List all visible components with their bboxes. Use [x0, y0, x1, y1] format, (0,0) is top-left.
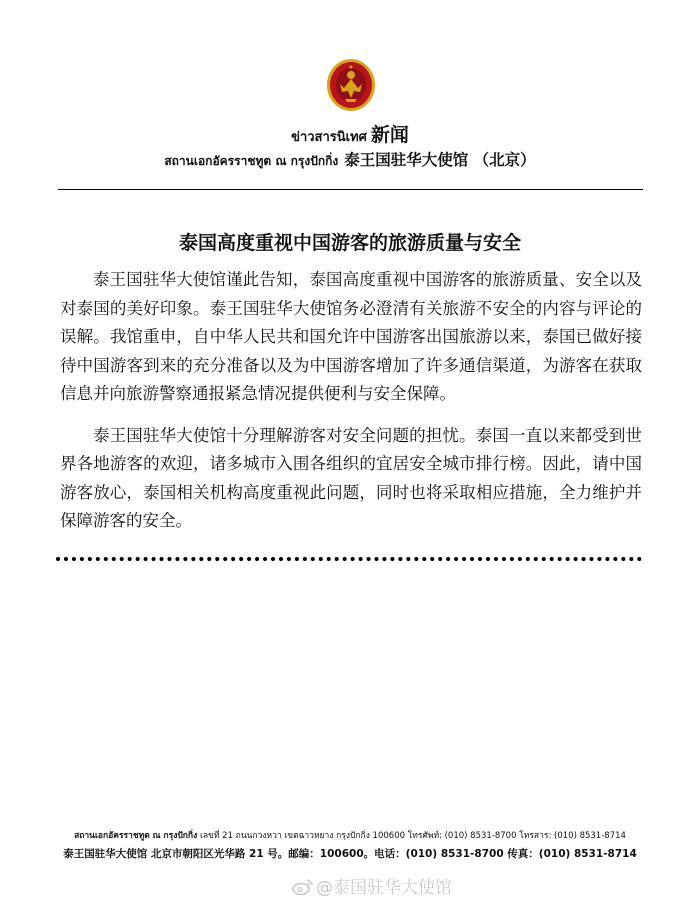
paragraph-1: 泰王国驻华大使馆谨此告知，泰国高度重视中国游客的旅游质量、安全以及对泰国的美好印象。泰王国驻华大使馆务必澄清有关旅游不安全的内容与评论的误解。我馆重申，自中华人民共和国允许中国游客出国旅游以来，泰国已做好接待中国游客到来的充分准备以及为中国游客增加了许多通信渠道，为游客在获取信息并向旅游警察通报紧急情况提供便利与安全保障。 — [60, 270, 642, 403]
weibo-icon — [292, 878, 314, 896]
embassy-name-cn: 泰王国驻华大使馆 （北京） — [344, 151, 536, 169]
watermark-text: @泰国驻华大使馆 — [316, 878, 452, 898]
dotted-divider — [56, 557, 642, 561]
embassy-seal-logo — [326, 58, 376, 112]
news-label-cn: 新闻 — [370, 124, 409, 146]
news-label — [0, 122, 700, 151]
document-title: 泰国高度重视中国游客的旅游质量与安全 — [178, 232, 521, 254]
paragraph-2: 泰王国驻华大使馆十分理解游客对安全问题的担忧。泰国一直以来都受到世界各地游客的欢迎，诸多城市入围各组织的宜居安全城市排行榜。因此，请中国游客放心，泰国相关机构高度重视此问题，同时也将采取相应措施，全力维护并保障游客的安全。 — [60, 425, 642, 530]
footer-cn-address: 泰王国驻华大使馆 北京市朝阳区光华路 21 号。邮编：100600。电话：(010) 8531-8700 传真：(010) 8531-8714 — [63, 848, 637, 860]
header-divider — [58, 189, 643, 190]
embassy-name-thai: สถานเอกอัครราชทูต ณ กรุงปักกิ่ง — [164, 154, 339, 168]
news-label-thai: ข่าวสารนิเทศ — [291, 130, 367, 145]
weibo-watermark — [292, 876, 452, 900]
document-body — [60, 266, 642, 549]
footer-thai-address — [0, 829, 700, 843]
footer-thai-details: เลขที่ 21 ถนนกวงหวา เขตฉาวหยาง กรุงปักกิ่ง 100600 โทรศัพท์: (010) 8531-8700 โทรสาร: (010) 8531-8714 — [199, 831, 626, 841]
embassy-name — [0, 148, 700, 173]
footer-thai-name: สถานเอกอัครราชทูต ณ กรุงปักกิ่ง — [74, 831, 198, 841]
